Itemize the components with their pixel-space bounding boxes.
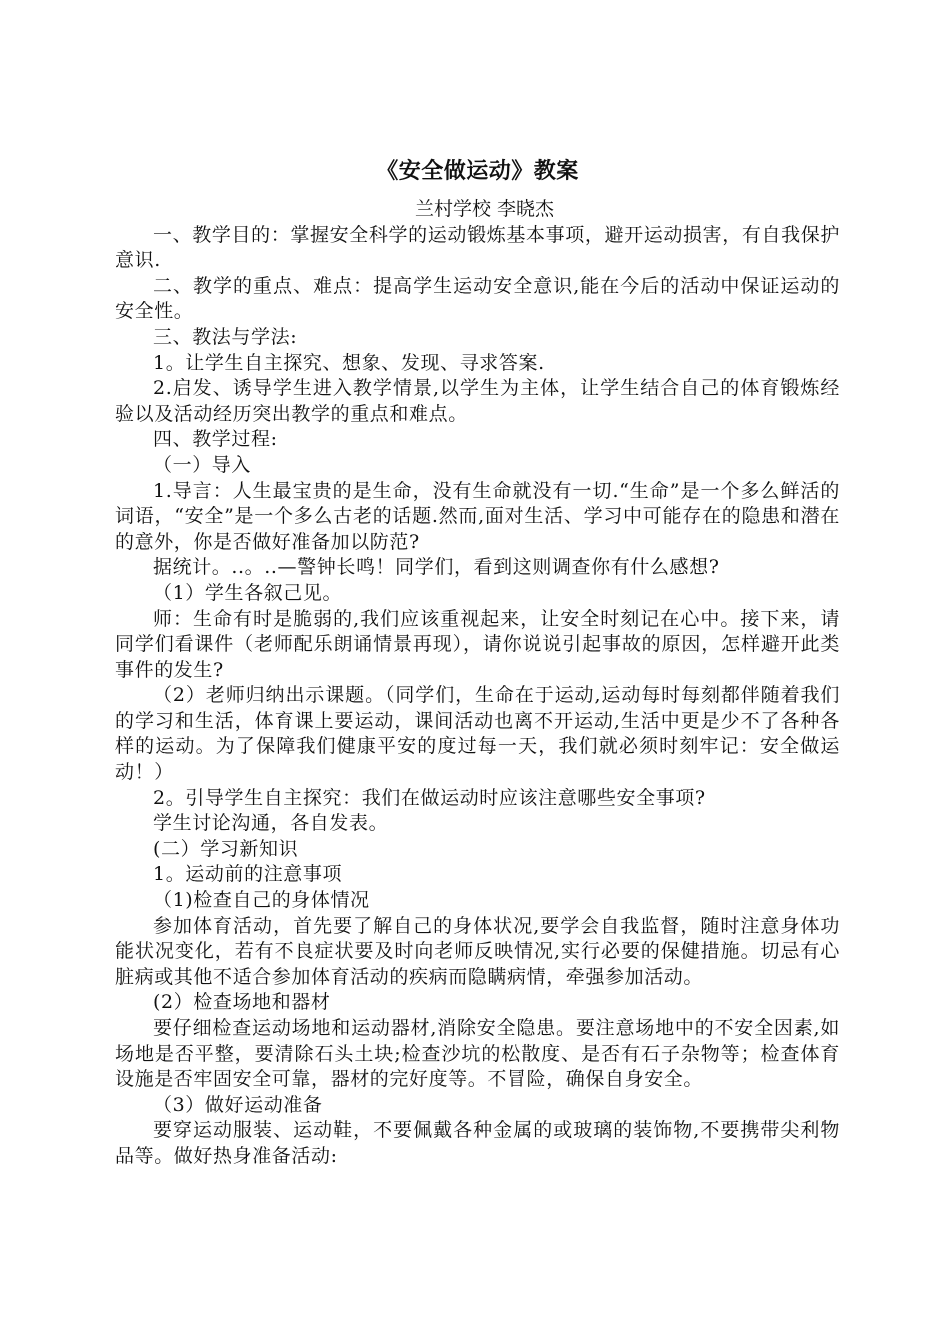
document-author: 兰村学校 李晓杰 <box>414 198 555 220</box>
paragraph: （1)检查自己的身体情况 <box>153 889 370 912</box>
paragraph: 2.启发、诱导学生进入教学情景,以学生为主体，让学生结合自己的体育锻炼经验以及活动经历突出教学的重点和难点。 <box>115 377 840 425</box>
paragraph: 四、教学过程: <box>153 428 278 451</box>
paragraph: 1。运动前的注意事项 <box>153 863 343 886</box>
paragraph-list <box>115 223 840 1170</box>
document-title: 《安全做运动》教案 <box>376 159 579 184</box>
paragraph: （1）学生各叙己见。 <box>153 581 343 604</box>
paragraph: （3）做好运动准备 <box>153 1093 323 1116</box>
paragraph: 师：生命有时是脆弱的,我们应该重视起来，让安全时刻记在心中。接下来，请同学们看课件（老师配乐朗诵情景再现），请你说说引起事故的原因，怎样避开此类事件的发生? <box>115 607 840 681</box>
paragraph: 参加体育活动，首先要了解自己的身体状况,要学会自我监督，随时注意身体功能状况变化，若有不良症状要及时向老师反映情况,实行必要的保健措施。切忌有心脏病或其他不适合参加体育活动的疾病而隐瞒病情，牵强参加活动。 <box>115 914 840 988</box>
paragraph: 一、教学目的：掌握安全科学的运动锻炼基本事项，避开运动损害，有自我保护意识. <box>115 223 840 272</box>
paragraph: 要穿运动服装、运动鞋，不要佩戴各种金属的或玻璃的装饰物,不要携带尖利物品等。做好热身准备活动: <box>115 1119 840 1167</box>
paragraph: (二）学习新知识 <box>153 837 299 860</box>
paragraph: 要仔细检查运动场地和运动器材,消除安全隐患。要注意场地中的不安全因素,如场地是否平整，要清除石头土块;检查沙坑的松散度、是否有石子杂物等；检查体育设施是否牢固安全可靠，器材的完好度等。不冒险，确保自身安全。 <box>115 1017 840 1091</box>
document-body <box>115 157 840 1170</box>
paragraph: (2）检查场地和器材 <box>153 991 331 1014</box>
paragraph: （2）老师归纳出示课题。（同学们，生命在于运动,运动每时每刻都伴随着我们的学习和生活，体育课上要运动，课间活动也离不开运动,生活中更是少不了各种各样的运动。为了保障我们健康平安的度过每一天，我们就必须时刻牢记：安全做运动！） <box>115 684 840 784</box>
paragraph: 学生讨论沟通，各自发表。 <box>153 812 389 835</box>
paragraph: （一）导入 <box>153 453 252 476</box>
paragraph: 2。引导学生自主探究：我们在做运动时应该注意哪些安全事项? <box>153 786 706 809</box>
paragraph: 据统计。..。..—警钟长鸣！同学们，看到这则调查你有什么感想? <box>153 556 720 579</box>
paragraph: 1.导言：人生最宝贵的是生命，没有生命就没有一切.“生命”是一个多么鲜活的词语，“安全”是一个多么古老的话题.然而,面对生活、学习中可能存在的隐患和潜在的意外，你是否做好准备加以防范? <box>115 479 840 553</box>
paragraph: 1。让学生自主探究、想象、发现、寻求答案. <box>153 351 545 374</box>
paragraph: 三、教法与学法: <box>153 325 298 348</box>
paragraph: 二、教学的重点、难点：提高学生运动安全意识,能在今后的活动中保证运动的安全性。 <box>115 274 840 323</box>
